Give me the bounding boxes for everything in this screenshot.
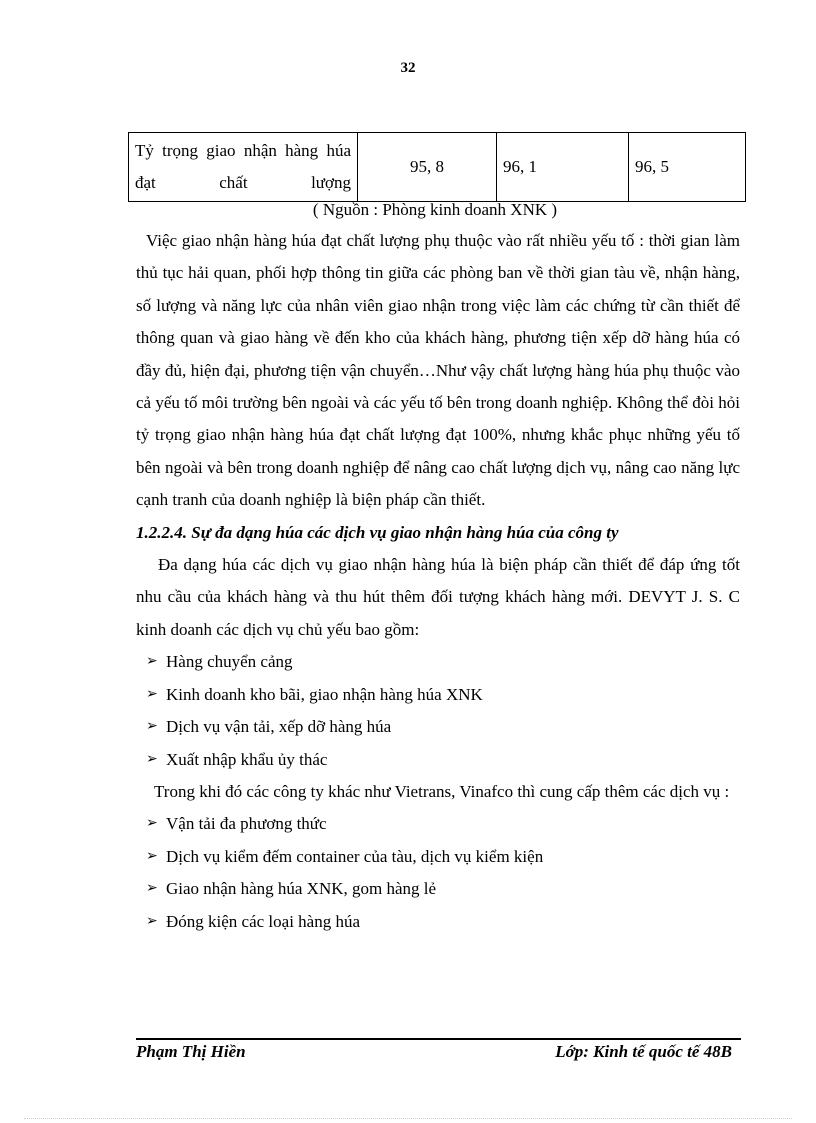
footer-class: Lớp: Kinh tế quốc tế 48B — [555, 1042, 732, 1061]
table-cell-value-3: 96, 5 — [629, 133, 746, 202]
table-source-note: ( Nguồn : Phòng kinh doanh XNK ) — [312, 200, 558, 219]
list-item — [146, 679, 740, 711]
list-item — [146, 744, 740, 776]
arrow-bullet-icon: ➢ — [146, 881, 158, 897]
body-content — [136, 225, 740, 938]
arrow-bullet-icon: ➢ — [146, 719, 158, 735]
table-cell-value-2: 96, 1 — [497, 133, 629, 202]
list-item — [146, 873, 740, 905]
service-list-devyt — [136, 646, 740, 776]
table-row — [129, 133, 746, 202]
list-item-text: Dịch vụ vận tải, xếp dỡ hàng húa — [166, 717, 392, 737]
paragraph-diversification: Đa dạng húa các dịch vụ giao nhận hàng húa là biện pháp cần thiết để đáp ứng tốt nhu cầu của khách hàng và thu hút thêm đối tượng khách hàng mới. DEVYT J. S. C kinh doanh các dịch vụ chủ yếu bao gồm: — [136, 555, 740, 639]
list-item — [146, 711, 740, 743]
list-item-text: Kinh doanh kho bãi, giao nhận hàng húa XNK — [166, 684, 483, 704]
list-item — [146, 841, 740, 873]
page-number: 32 — [400, 60, 416, 76]
list-item-text: Xuất nhập khẩu ủy thác — [166, 749, 328, 769]
page-bottom-border — [24, 1118, 792, 1119]
list-item-text: Dịch vụ kiểm đếm container của tàu, dịch vụ kiểm kiện — [166, 846, 544, 866]
list-item-text: Vận tải đa phương thức — [166, 814, 327, 834]
list-item-text: Hàng chuyển cảng — [166, 652, 293, 672]
table-cell-label: Tỷ trọng giao nhận hàng húa đạt chất lượng — [129, 133, 358, 202]
arrow-bullet-icon: ➢ — [146, 686, 158, 702]
arrow-bullet-icon: ➢ — [146, 848, 158, 864]
arrow-bullet-icon: ➢ — [146, 654, 158, 670]
table-cell-value-1: 95, 8 — [358, 133, 497, 202]
arrow-bullet-icon: ➢ — [146, 816, 158, 832]
paragraph-quality: Việc giao nhận hàng húa đạt chất lượng phụ thuộc vào rất nhiều yếu tố : thời gian làm thủ tục hải quan, phối hợp thông tin giữa các phòng ban về thời gian tàu về, nhận hàng, số lượng và năng lực của nhân viên giao nhận trong việc làm các chứng từ cần thiết để thông quan và giao hàng về đến kho của khách hàng, phương tiện xếp dỡ hàng húa có đầy đủ, hiện đại, phương tiện vận chuyển…Như vậy chất lượng hàng húa phụ thuộc vào cả yếu tố môi trường bên ngoài và các yếu tố bên trong doanh nghiệp. Không thể đòi hỏi tỷ trọng giao nhận hàng húa đạt chất lượng đạt 100%, nhưng khắc phục những yếu tố bên ngoài và bên trong doanh nghiệp để nâng cao chất lượng dịch vụ, nâng cao năng lực cạnh tranh của doanh nghiệp là biện pháp cần thiết. — [136, 231, 740, 510]
list-item — [146, 906, 740, 938]
list-item-text: Đóng kiện các loại hàng húa — [166, 911, 361, 931]
list-item-text: Giao nhận hàng húa XNK, gom hàng lẻ — [166, 879, 437, 899]
section-heading: 1.2.2.4. Sự đa dạng húa các dịch vụ giao nhận hàng húa của công ty — [136, 522, 619, 542]
arrow-bullet-icon: ➢ — [146, 913, 158, 929]
data-table — [128, 132, 746, 202]
arrow-bullet-icon: ➢ — [146, 751, 158, 767]
service-list-competitors — [136, 808, 740, 938]
footer-divider — [136, 1038, 741, 1040]
paragraph-competitors: Trong khi đó các công ty khác như Vietrans, Vinafco thì cung cấp thêm các dịch vụ : — [154, 781, 730, 801]
footer-author: Phạm Thị Hiền — [136, 1042, 246, 1061]
list-item — [146, 646, 740, 678]
list-item — [146, 808, 740, 840]
